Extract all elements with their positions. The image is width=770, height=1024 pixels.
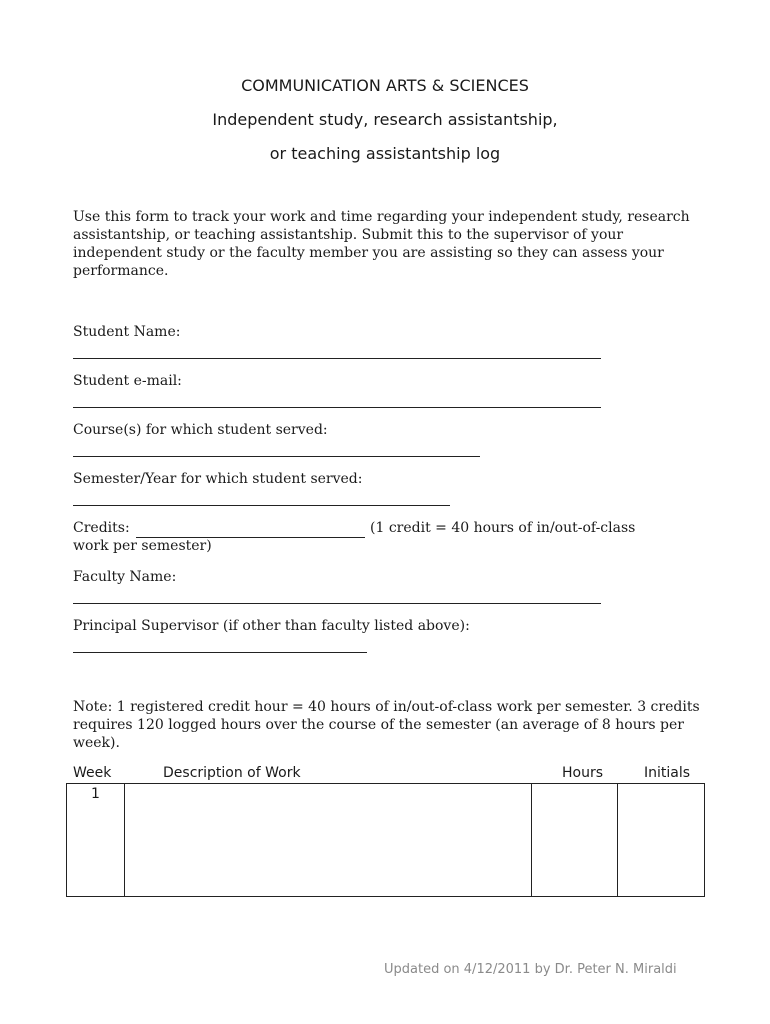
hours-header: Hours xyxy=(562,765,604,781)
credits-note: (1 credit = 40 hours of in/out-of-class xyxy=(370,520,636,536)
note-paragraph: Note: 1 registered credit hour = 40 hours of in/out-of-class work per semester. 3 credits requires 120 logged hours over the course of the semester (an average of 8 hours per week). xyxy=(73,699,700,751)
semester-label: Semester/Year for which student served: xyxy=(73,471,363,487)
initials-cell[interactable] xyxy=(618,784,705,897)
form-subtitle-line2: or teaching assistantship log xyxy=(269,144,501,163)
student-email-label: Student e-mail: xyxy=(73,373,182,389)
courses-field[interactable] xyxy=(73,456,480,457)
description-header: Description of Work xyxy=(163,765,301,781)
student-email-field[interactable] xyxy=(73,407,601,408)
description-cell[interactable] xyxy=(125,784,532,897)
intro-paragraph: Use this form to track your work and time regarding your independent study, research assistantship, or teaching assistantship. Submit this to the supervisor of your independent study or the faculty member you are assisting so they can assess your performance. xyxy=(73,209,690,279)
initials-header: Initials xyxy=(644,765,691,781)
table-row xyxy=(67,784,705,897)
week-header: Week xyxy=(73,765,112,781)
student-name-field[interactable] xyxy=(73,358,601,359)
week-cell: 1 xyxy=(67,784,125,897)
student-name-label: Student Name: xyxy=(73,324,181,340)
hours-cell[interactable] xyxy=(532,784,618,897)
credits-note-cont: work per semester) xyxy=(73,538,212,554)
faculty-name-label: Faculty Name: xyxy=(73,569,177,585)
courses-label: Course(s) for which student served: xyxy=(73,422,328,438)
footer-updated: Updated on 4/12/2011 by Dr. Peter N. Miraldi xyxy=(384,962,677,977)
faculty-name-field[interactable] xyxy=(73,603,601,604)
principal-supervisor-field[interactable] xyxy=(73,652,367,653)
log-table xyxy=(66,783,705,897)
credits-label: Credits: xyxy=(73,520,130,536)
semester-field[interactable] xyxy=(73,505,450,506)
form-title: COMMUNICATION ARTS & SCIENCES xyxy=(241,76,529,95)
form-subtitle-line1: Independent study, research assistantship, xyxy=(212,110,558,129)
principal-supervisor-label: Principal Supervisor (if other than faculty listed above): xyxy=(73,618,470,634)
